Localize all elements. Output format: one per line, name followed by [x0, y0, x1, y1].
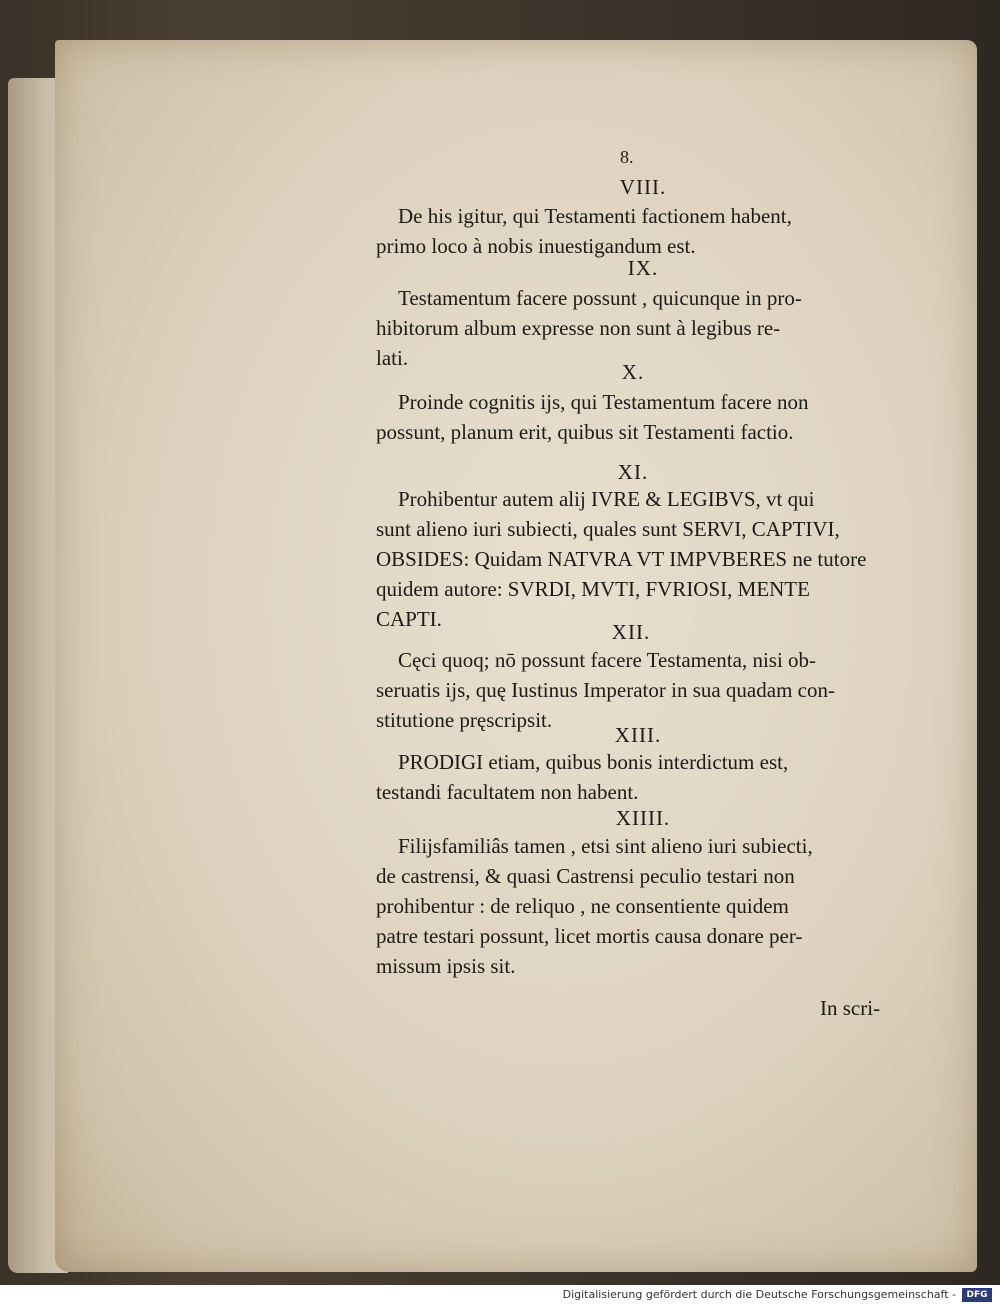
- text-line: lati.: [376, 346, 409, 370]
- section-heading-xi: XI.: [617, 460, 649, 484]
- section-text-xiiii: [376, 831, 888, 981]
- digitization-footer: [0, 1285, 1000, 1305]
- section-text-viii: [376, 201, 888, 261]
- text-line: primo loco à nobis inuestigandum est.: [376, 234, 696, 258]
- catchword: In scri-: [820, 996, 881, 1020]
- footer-credit: Digitalisierung gefördert durch die Deutsche Forschungsgemeinschaft -: [562, 1288, 956, 1301]
- section-text-xii: [376, 645, 888, 735]
- section-heading-xii: XII.: [611, 620, 651, 644]
- section-text-x: [376, 387, 888, 447]
- text-line: seruatis ijs, quę Iustinus Imperator in sua quadam con-: [376, 678, 835, 702]
- section-heading-ix: IX.: [627, 256, 659, 280]
- text-line: hibitorum album expresse non sunt à legibus re-: [376, 316, 781, 340]
- text-line: de castrensi, & quasi Castrensi peculio testari non: [376, 864, 795, 888]
- section-text-xi: [376, 484, 888, 634]
- text-line: OBSIDES: Quidam NATVRA VT IMPVBERES ne tutore: [376, 547, 867, 571]
- section-text-xiii: [376, 747, 888, 807]
- text-line: Proinde cognitis ijs, qui Testamentum facere non: [398, 390, 809, 414]
- text-line: prohibentur : de reliquo , ne consentiente quidem: [376, 894, 789, 918]
- text-line: PRODIGI etiam, quibus bonis interdictum est,: [398, 750, 789, 774]
- text-line: Filijsfamiliâs tamen , etsi sint alieno iuri subiecti,: [398, 834, 813, 858]
- dfg-logo: DFG: [962, 1288, 992, 1302]
- text-line: Cęci quoq; nō possunt facere Testamenta, nisi ob-: [398, 648, 817, 672]
- text-line: CAPTI.: [376, 607, 442, 631]
- text-line: De his igitur, qui Testamenti factionem habent,: [398, 204, 792, 228]
- page-number: 8.: [620, 147, 634, 167]
- text-line: Prohibentur autem alij IVRE & LEGIBVS, vt qui: [398, 487, 815, 511]
- section-heading-viii: VIII.: [619, 175, 667, 199]
- text-line: missum ipsis sit.: [376, 954, 516, 978]
- text-line: stitutione pręscripsit.: [376, 708, 553, 732]
- section-heading-xiii: XIII.: [614, 723, 662, 747]
- text-line: quidem autore: SVRDI, MVTI, FVRIOSI, MENTE: [376, 577, 810, 601]
- text-line: possunt, planum erit, quibus sit Testamenti factio.: [376, 420, 794, 444]
- section-heading-x: X.: [621, 360, 645, 384]
- text-line: Testamentum facere possunt , quicunque in pro-: [398, 286, 802, 310]
- text-line: testandi facultatem non habent.: [376, 780, 639, 804]
- section-heading-xiiii: XIIII.: [615, 806, 671, 830]
- text-line: patre testari possunt, licet mortis causa donare per-: [376, 924, 803, 948]
- text-line: sunt alieno iuri subiecti, quales sunt SERVI, CAPTIVI,: [376, 517, 840, 541]
